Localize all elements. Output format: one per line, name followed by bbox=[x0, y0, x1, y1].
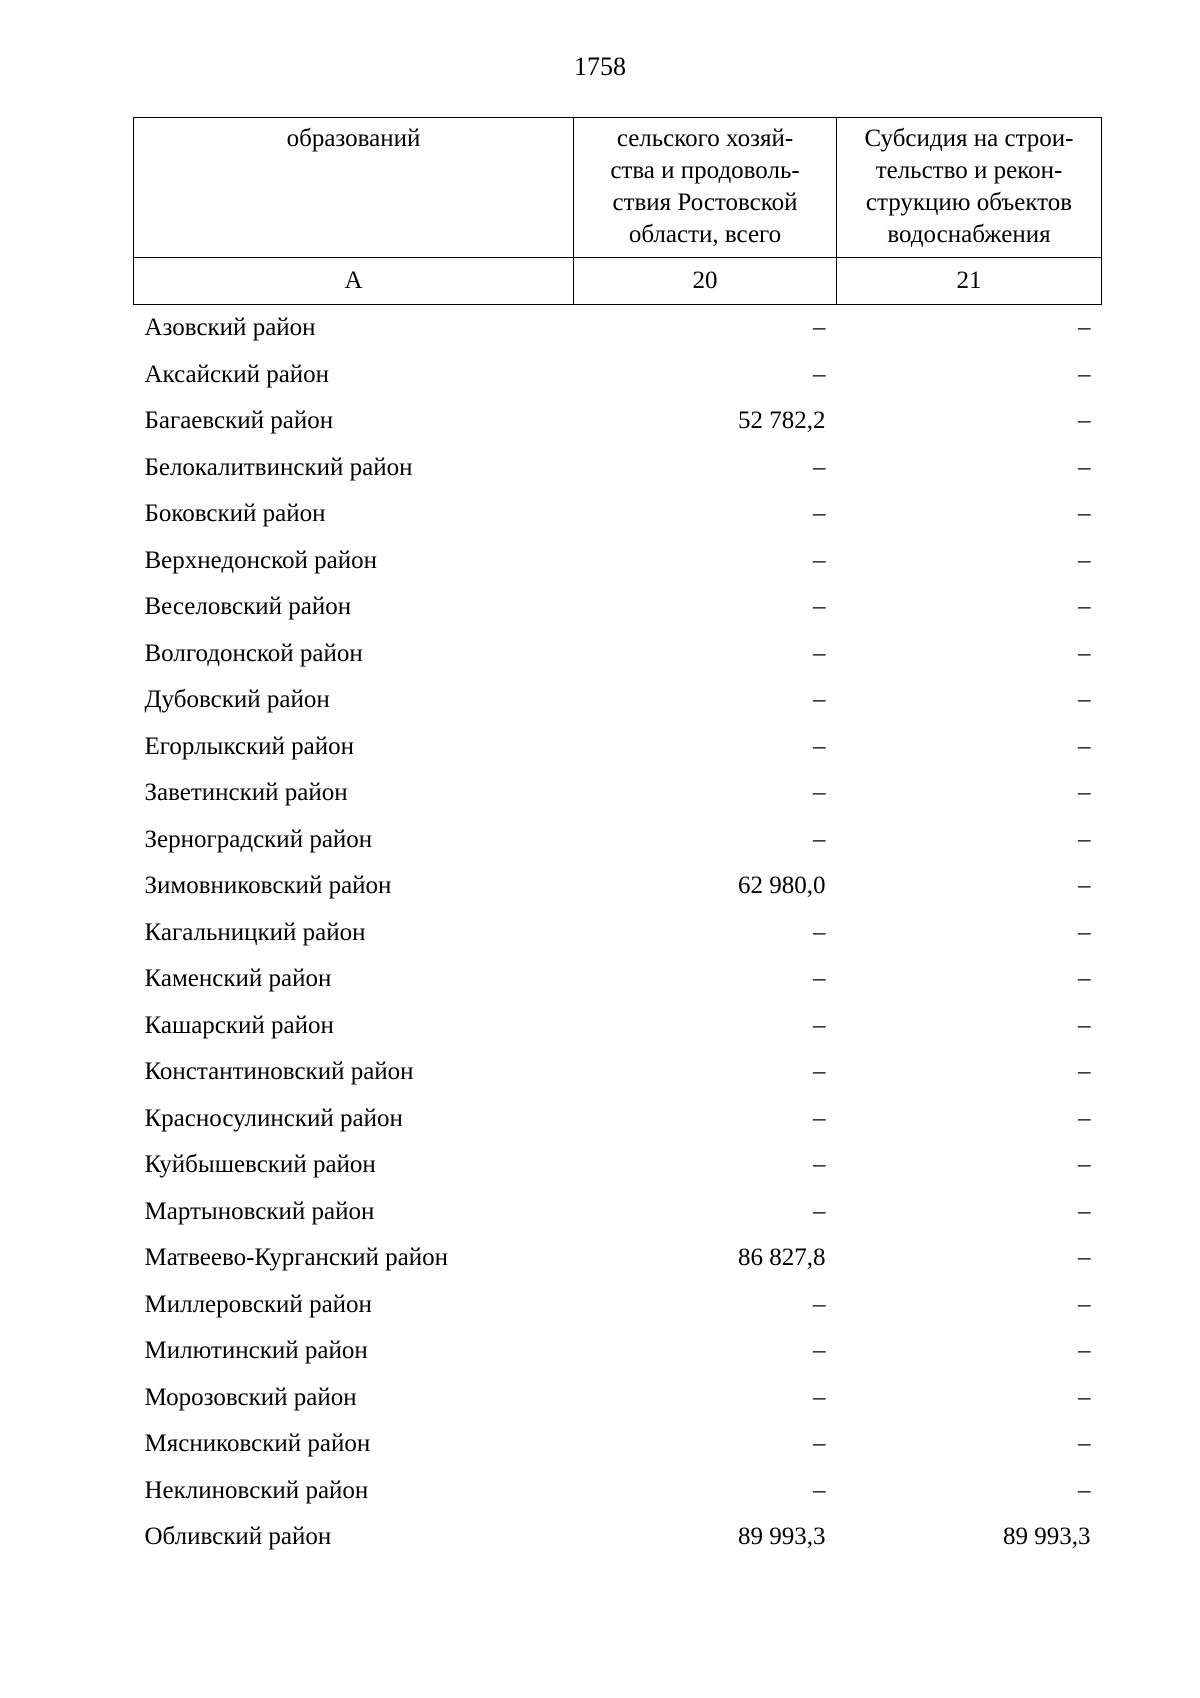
value-col-20-cell: – bbox=[813, 1290, 826, 1318]
value-col-20-cell: – bbox=[813, 1104, 826, 1132]
value-col-21-cell: – bbox=[1078, 1011, 1091, 1039]
district-name-cell: Багаевский район bbox=[144, 407, 334, 435]
table-row bbox=[134, 677, 1102, 724]
district-name-cell: Миллеровский район bbox=[144, 1290, 372, 1318]
value-col-20-cell: – bbox=[813, 686, 826, 714]
district-name-cell: Азовский район bbox=[144, 314, 316, 342]
value-col-21-cell: – bbox=[1078, 779, 1091, 807]
value-col-21-cell: – bbox=[1078, 1058, 1091, 1086]
value-col-20-cell: – bbox=[813, 1151, 826, 1179]
table-row bbox=[134, 1003, 1102, 1050]
district-name-cell: Белокалитвинский район bbox=[144, 453, 413, 481]
value-col-21-cell: – bbox=[1078, 453, 1091, 481]
value-col-21-cell: – bbox=[1078, 1244, 1091, 1272]
district-name-cell: Неклиновский район bbox=[144, 1476, 369, 1504]
value-col-20-cell: 86 827,8 bbox=[738, 1244, 826, 1272]
table-row bbox=[134, 1468, 1102, 1515]
value-col-20-cell: – bbox=[813, 314, 826, 342]
table-row bbox=[134, 1514, 1102, 1561]
value-col-21-cell: – bbox=[1078, 872, 1091, 900]
table-row bbox=[134, 770, 1102, 817]
value-col-20-cell: – bbox=[813, 360, 826, 388]
district-name-cell: Куйбышевский район bbox=[144, 1151, 376, 1179]
value-col-21-cell: – bbox=[1078, 686, 1091, 714]
column-index-row bbox=[134, 258, 1102, 305]
value-col-20-cell: – bbox=[813, 732, 826, 760]
value-col-20-cell: 89 993,3 bbox=[738, 1523, 826, 1551]
value-col-21-cell: – bbox=[1078, 918, 1091, 946]
header-cell: сельского хозяй- ства и продоволь- ствия Ростовской области, всего bbox=[574, 118, 837, 258]
district-name-cell: Веселовский район bbox=[144, 593, 352, 621]
header-row bbox=[134, 118, 1102, 258]
value-col-21-cell: – bbox=[1078, 1104, 1091, 1132]
value-col-21-cell: – bbox=[1078, 1430, 1091, 1458]
value-col-21-cell: – bbox=[1078, 825, 1091, 853]
value-col-21-cell: – bbox=[1078, 1197, 1091, 1225]
value-col-21-cell: – bbox=[1078, 546, 1091, 574]
district-name-cell: Заветинский район bbox=[144, 779, 348, 807]
table-row bbox=[134, 863, 1102, 910]
value-col-21-cell: – bbox=[1078, 314, 1091, 342]
table-body bbox=[134, 305, 1102, 1561]
header-cell: Субсидия на строи- тельство и рекон- струкцию объектов водоснабжения bbox=[837, 118, 1102, 258]
value-col-21-cell: – bbox=[1078, 732, 1091, 760]
table-header bbox=[134, 118, 1102, 305]
table-row bbox=[134, 305, 1102, 352]
value-col-21-cell: – bbox=[1078, 1290, 1091, 1318]
table-row bbox=[134, 1375, 1102, 1422]
district-name-cell: Зимовниковский район bbox=[144, 872, 392, 900]
value-col-20-cell: – bbox=[813, 1197, 826, 1225]
value-col-21-cell: – bbox=[1078, 1476, 1091, 1504]
table-row bbox=[134, 1189, 1102, 1236]
value-col-20-cell: – bbox=[813, 500, 826, 528]
value-col-20-cell: 52 782,2 bbox=[738, 407, 826, 435]
value-col-21-cell: – bbox=[1078, 407, 1091, 435]
district-name-cell: Боковский район bbox=[144, 500, 326, 528]
table-row bbox=[134, 1282, 1102, 1329]
value-col-20-cell: – bbox=[813, 593, 826, 621]
header-cell: образований bbox=[134, 118, 574, 258]
district-name-cell: Кашарский район bbox=[144, 1011, 334, 1039]
table-row bbox=[134, 1096, 1102, 1143]
table-row bbox=[134, 956, 1102, 1003]
district-name-cell: Аксайский район bbox=[144, 360, 330, 388]
district-name-cell: Верхнедонской район bbox=[144, 546, 377, 574]
value-col-21-cell: – bbox=[1078, 500, 1091, 528]
district-name-cell: Матвеево-Курганский район bbox=[144, 1244, 449, 1272]
value-col-21-cell: 89 993,3 bbox=[1003, 1523, 1091, 1551]
value-col-21-cell: – bbox=[1078, 1383, 1091, 1411]
column-index-cell: 20 bbox=[574, 258, 837, 305]
value-col-21-cell: – bbox=[1078, 593, 1091, 621]
district-name-cell: Зерноградский район bbox=[144, 825, 373, 853]
value-col-20-cell: – bbox=[813, 546, 826, 574]
value-col-21-cell: – bbox=[1078, 965, 1091, 993]
district-name-cell: Егорлыкский район bbox=[144, 732, 354, 760]
district-name-cell: Морозовский район bbox=[144, 1383, 357, 1411]
column-index-cell: 21 bbox=[837, 258, 1102, 305]
value-col-20-cell: – bbox=[813, 965, 826, 993]
value-col-20-cell: – bbox=[813, 1476, 826, 1504]
table-row bbox=[134, 1328, 1102, 1375]
table-row bbox=[134, 631, 1102, 678]
district-name-cell: Волгодонской район bbox=[144, 639, 363, 667]
district-name-cell: Милютинский район bbox=[144, 1337, 368, 1365]
value-col-20-cell: – bbox=[813, 1337, 826, 1365]
value-col-20-cell: – bbox=[813, 639, 826, 667]
page-number: 1758 bbox=[574, 52, 626, 81]
value-col-20-cell: 62 980,0 bbox=[738, 872, 826, 900]
value-col-20-cell: – bbox=[813, 1383, 826, 1411]
value-col-20-cell: – bbox=[813, 1058, 826, 1086]
value-col-21-cell: – bbox=[1078, 360, 1091, 388]
district-name-cell: Обливский район bbox=[144, 1523, 332, 1551]
value-col-20-cell: – bbox=[813, 825, 826, 853]
table-row bbox=[134, 445, 1102, 492]
value-col-21-cell: – bbox=[1078, 1337, 1091, 1365]
district-name-cell: Красносулинский район bbox=[144, 1104, 403, 1132]
district-name-cell: Мартыновский район bbox=[144, 1197, 375, 1225]
table-row bbox=[134, 724, 1102, 771]
table-row bbox=[134, 1421, 1102, 1468]
table-row bbox=[134, 910, 1102, 957]
table-row bbox=[134, 817, 1102, 864]
table-row bbox=[134, 491, 1102, 538]
table-row bbox=[134, 1049, 1102, 1096]
data-table bbox=[133, 117, 1102, 1561]
district-name-cell: Кагальницкий район bbox=[144, 918, 366, 946]
table-row bbox=[134, 1142, 1102, 1189]
district-name-cell: Мясниковский район bbox=[144, 1430, 371, 1458]
value-col-20-cell: – bbox=[813, 453, 826, 481]
table-row bbox=[134, 352, 1102, 399]
value-col-20-cell: – bbox=[813, 1430, 826, 1458]
value-col-20-cell: – bbox=[813, 779, 826, 807]
value-col-20-cell: – bbox=[813, 918, 826, 946]
column-index-cell: А bbox=[134, 258, 574, 305]
value-col-20-cell: – bbox=[813, 1011, 826, 1039]
district-name-cell: Константиновский район bbox=[144, 1058, 414, 1086]
district-name-cell: Каменский район bbox=[144, 965, 332, 993]
value-col-21-cell: – bbox=[1078, 639, 1091, 667]
value-col-21-cell: – bbox=[1078, 1151, 1091, 1179]
table-row bbox=[134, 398, 1102, 445]
table-row bbox=[134, 584, 1102, 631]
table-row bbox=[134, 538, 1102, 585]
table-row bbox=[134, 1235, 1102, 1282]
district-name-cell: Дубовский район bbox=[144, 686, 330, 714]
